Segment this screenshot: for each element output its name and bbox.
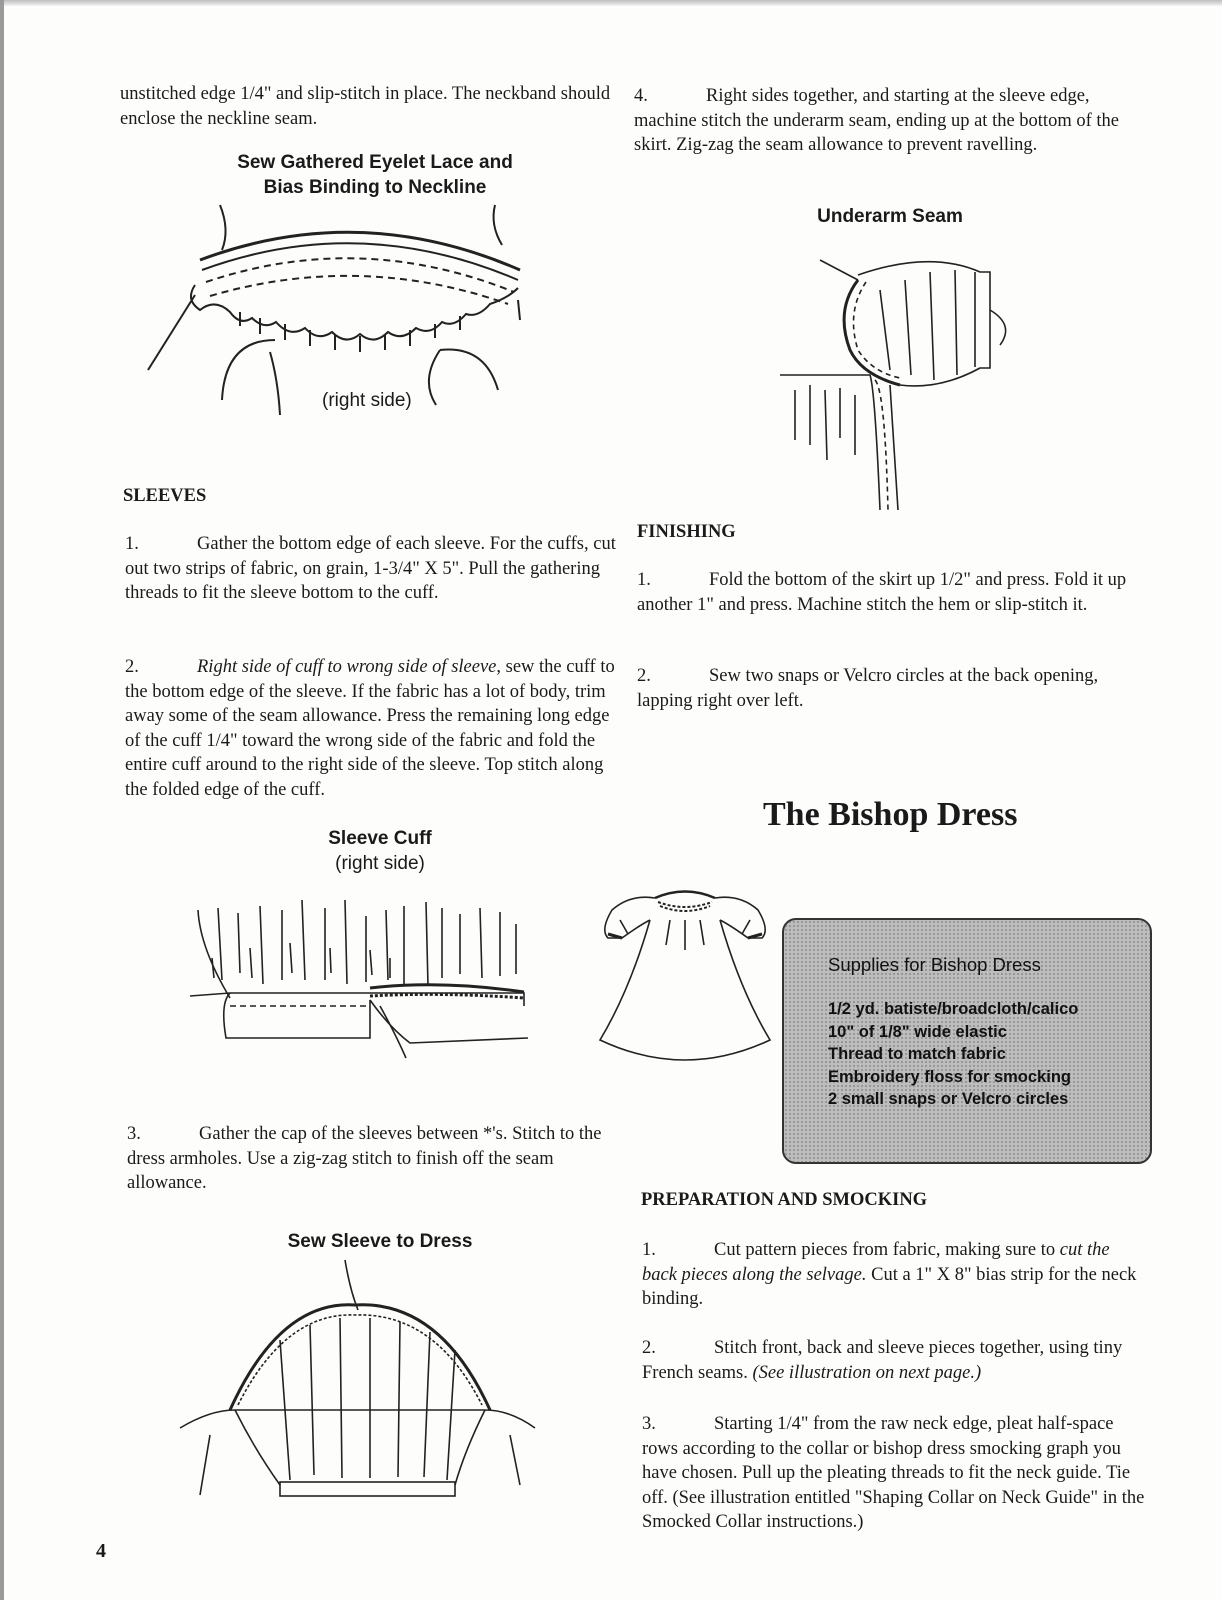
sleeve-cuff-illustration	[190, 888, 540, 1068]
bishop-dress-illustration	[600, 880, 770, 1070]
supply-item: Thread to match fabric	[828, 1045, 1006, 1063]
underarm-caption-text: Underarm Seam	[817, 206, 963, 227]
supplies-title: Supplies for Bishop Dress	[828, 954, 1041, 975]
finishing-step-1	[637, 568, 1137, 617]
step-text: Gather the bottom edge of each sleeve. For the cuffs, cut out two strips of fabric, on grain, 1-3/4" X 5". Pull the gathering threads to fit the sleeve bottom to the cuff.	[125, 534, 616, 603]
sew-sleeve-illustration	[180, 1260, 540, 1510]
step-text-b: Cut a 1" X 8" bias strip for the neck binding.	[642, 1264, 1137, 1309]
neckline-caption-line1: Sew Gathered Eyelet Lace and	[237, 152, 513, 173]
supply-item: 1/2 yd. batiste/broadcloth/calico	[828, 1000, 1079, 1018]
step-text: Fold the bottom of the skirt up 1/2" and press. Fold it up another 1" and press. Machine stitch the hem or slip-stitch it.	[637, 570, 1127, 615]
prep-step-2	[642, 1336, 1146, 1385]
step-text: Cut pattern pieces from fabric, making sure to	[714, 1240, 1060, 1260]
scan-left-edge	[0, 0, 4, 1600]
step-italic: cut the back pieces along the selvage.	[642, 1240, 1110, 1285]
page-number: 4	[96, 1540, 106, 1562]
step-text: Gather the cap of the sleeves between *'s. Stitch to the dress armholes. Use a zig-zag stitch to finish off the seam allowance.	[127, 1124, 602, 1193]
preparation-heading: PREPARATION AND SMOCKING	[641, 1190, 928, 1210]
step-4-paragraph	[634, 84, 1134, 158]
sleeves-step-2	[125, 655, 619, 802]
step-text: Starting 1/4" from the raw neck edge, pleat half-space rows according to the collar or bishop dress smocking graph you have chosen. Pull up the pleating threads to fit the neck guide. Tie off. (See illustration entitled "Shaping Collar on Neck Guide" in the Smocked Collar instructions.)	[642, 1414, 1145, 1532]
supplies-list	[828, 998, 1078, 1111]
step-number: 4.	[634, 86, 648, 106]
cuff-caption-sub: (right side)	[335, 853, 425, 874]
step-number: 2.	[125, 657, 139, 677]
sleeves-step-3	[127, 1122, 621, 1196]
step-number: 1.	[642, 1240, 656, 1260]
step-text: Stitch front, back and sleeve pieces together, using tiny French seams.	[642, 1338, 1123, 1383]
supply-item: Embroidery floss for smocking	[828, 1067, 1071, 1086]
cuff-caption	[280, 826, 480, 876]
sleeves-step-1	[125, 532, 619, 606]
prep-step-1	[642, 1238, 1146, 1312]
step-number: 2.	[642, 1338, 656, 1358]
bishop-dress-title: The Bishop Dress	[763, 796, 1018, 833]
intro-paragraph: unstitched edge 1/4" and slip-stitch in place. The neckband should enclose the neckline seam.	[120, 84, 611, 129]
step-italic: Right side of cuff to wrong side of sleeve	[197, 657, 497, 677]
step-number: 3.	[642, 1414, 656, 1434]
step-number: 3.	[127, 1124, 141, 1144]
underarm-caption	[790, 204, 990, 229]
sleeves-heading: SLEEVES	[123, 486, 207, 506]
step-text: Sew two snaps or Velcro circles at the back opening, lapping right over left.	[637, 666, 1099, 711]
prep-step-3	[642, 1412, 1146, 1535]
step-number: 2.	[637, 666, 651, 686]
finishing-heading: FINISHING	[637, 522, 736, 542]
underarm-seam-illustration	[780, 250, 1020, 510]
supplies-box	[782, 918, 1152, 1164]
step-number: 1.	[637, 570, 651, 590]
supply-item: 2 small snaps or Velcro circles	[828, 1090, 1069, 1108]
neckline-caption-line2: Bias Binding to Neckline	[263, 177, 487, 198]
sew-sleeve-caption-text: Sew Sleeve to Dress	[287, 1231, 473, 1252]
finishing-step-2	[637, 664, 1107, 713]
scan-top-edge	[0, 0, 1222, 6]
neckline-right-side-label: (right side)	[322, 390, 412, 411]
supply-item: 10" of 1/8" wide elastic	[828, 1022, 1007, 1041]
step-number: 1.	[125, 534, 139, 554]
step-text: , sew the cuff to the bottom edge of the sleeve. If the fabric has a lot of body, trim away some of the seam allowance. Press the remaining long edge of the cuff 1/4" toward the wrong side of the fabric and fold the entire cuff around to the right side of the sleeve. Top stitch along the folded edge of the cuff.	[125, 657, 615, 800]
step-italic: (See illustration on next page.)	[752, 1362, 982, 1383]
neckline-caption	[190, 150, 560, 200]
sew-sleeve-caption	[260, 1229, 500, 1254]
step-text: Right sides together, and starting at the sleeve edge, machine stitch the underarm seam, ending up at the bottom of the skirt. Zig-zag the seam allowance to prevent ravelling.	[634, 86, 1119, 155]
cuff-caption-title: Sleeve Cuff	[328, 828, 432, 849]
